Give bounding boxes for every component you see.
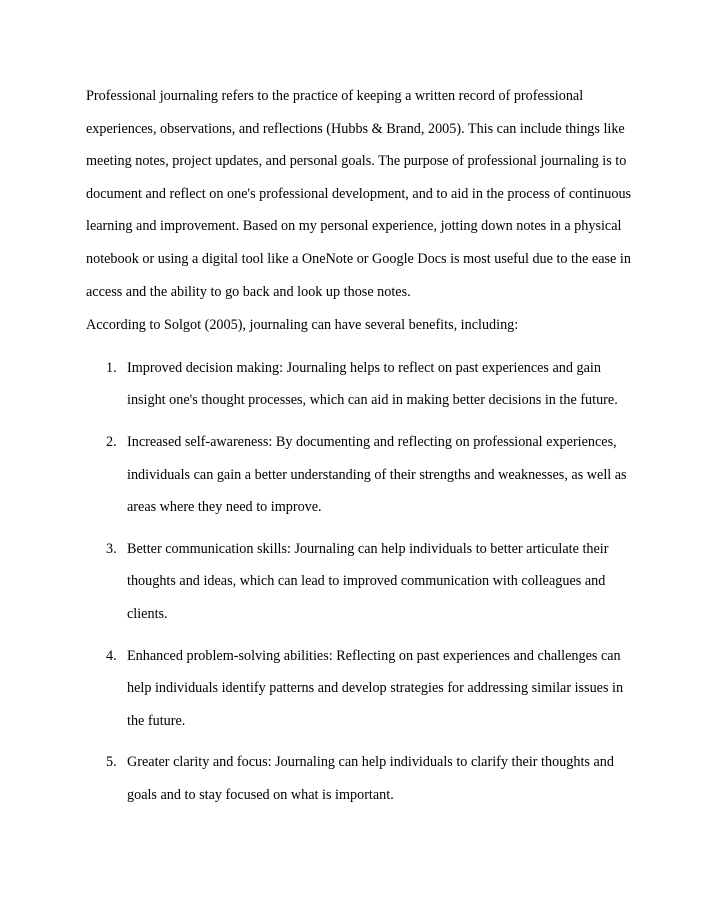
list-item-number: 3. xyxy=(106,540,117,557)
list-item xyxy=(86,352,634,417)
list-item-number: 2. xyxy=(106,433,117,450)
list-item-text: Better communication skills: Journaling can help individuals to better articulate their thoughts and ideas, which can lead to improved communication with colleagues and clients. xyxy=(127,540,609,622)
list-item-text: Greater clarity and focus: Journaling can help individuals to clarify their thoughts and goals and to stay focused on what is important. xyxy=(127,754,614,803)
list-item xyxy=(86,746,634,811)
list-item xyxy=(86,426,634,524)
intro-paragraph: Professional journaling refers to the practice of keeping a written record of professional experiences, observations, and reflections (Hubbs & Brand, 2005). This can include things like meeting notes, project updates, and personal goals. The purpose of professional journaling is to document and reflect on one's professional development, and to aid in the process of continuous learning and improvement. Based on my personal experience, jotting down notes in a physical notebook or using a digital tool like a OneNote or Google Docs is most useful due to the ease in access and the ability to go back and look up those notes. xyxy=(86,88,632,300)
list-item-text: Enhanced problem-solving abilities: Reflecting on past experiences and challenges can help individuals identify patterns and develop strategies for addressing similar issues in the future. xyxy=(127,647,624,729)
list-item-text: Increased self-awareness: By documenting and reflecting on professional experiences, individuals can gain a better understanding of their strengths and weaknesses, as well as areas where they need to improve. xyxy=(127,433,627,516)
benefits-list xyxy=(86,352,634,812)
list-item-number: 1. xyxy=(106,359,117,376)
list-item xyxy=(86,533,634,631)
benefits-intro-paragraph: According to Solgot (2005), journaling can have several benefits, including: xyxy=(86,317,519,334)
list-item-text: Improved decision making: Journaling helps to reflect on past experiences and gain insight one's thought processes, which can aid in making better decisions in the future. xyxy=(127,359,618,409)
list-item-number: 4. xyxy=(106,647,117,664)
document-page xyxy=(86,80,634,820)
list-item xyxy=(86,640,634,738)
list-item-number: 5. xyxy=(106,754,117,771)
